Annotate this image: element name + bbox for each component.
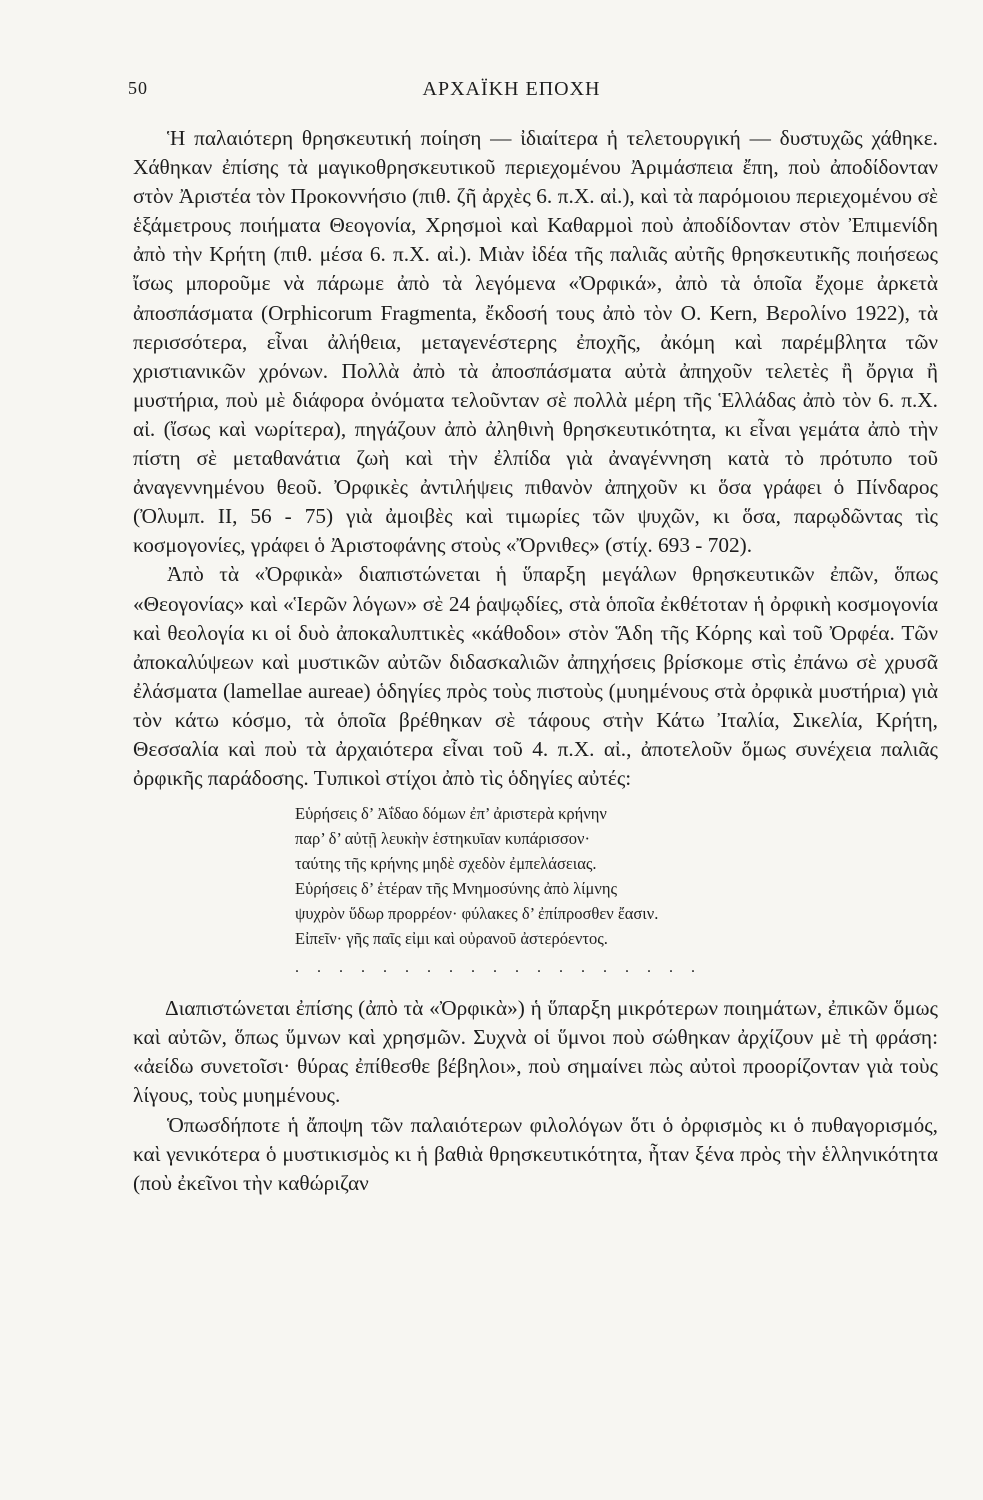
verse-ellipsis: . . . . . . . . . . . . . . . . . . . [295, 959, 702, 977]
verse-line: ταύτης τῆς κρήνης μηδὲ σχεδὸν ἐμπελάσειας. [295, 854, 597, 874]
paragraph-4: Ὁπωσδήποτε ἡ ἄποψη τῶν παλαιότερων φιλολόγων ὅτι ὁ ὀρφισμὸς κι ὁ πυθαγορισμός, καὶ γενικότερα ὁ μυστικισμὸς κι ἡ βαθιὰ θρησκευτικότητα, ἦταν ξένα πρὸς τὴν ἑλληνικότητα (ποὺ ἐκεῖνοι τὴν καθώριζαν [133, 1112, 938, 1195]
verse-line: Εὑρήσεις δ’ Ἀΐδαο δόμων ἐπ’ ἀριστερὰ κρήνην [295, 804, 607, 824]
verse-line: Εἰπεῖν· γῆς παῖς εἰμι καὶ οὐρανοῦ ἀστερόεντος. [295, 929, 608, 949]
verse-line: ψυχρὸν ὕδωρ προρρέον· φύλακες δ’ ἐπίπροσθεν ἔασιν. [295, 904, 659, 924]
verse-quotation [295, 801, 938, 980]
paragraph-1: Ἡ παλαιότερη θρησκευτική ποίηση — ἰδιαίτερα ἡ τελετουργική — δυστυχῶς χάθηκε. Χάθηκαν ἐπίσης τὰ μαγικοθρησκευτικοῦ περιεχομένου Ἀριμάσπεια ἔπη, ποὺ ἀποδίδονταν στὸν Ἀριστέα τὸν Προκοννήσιο (πιθ. ζῆ ἀρχὲς 6. π.Χ. αἰ.), καὶ τὰ παρόμοιου περιεχομένου σὲ ἑξάμετρους ποιήματα Θεογονία, Χρησμοὶ καὶ Καθαρμοὶ ποὺ ἀποδίδονταν στὸν Ἐπιμενίδη ἀπὸ τὴν Κρήτη (πιθ. μέσα 6. π.Χ. αἰ.). Μιὰν ἰδέα τῆς παλιᾶς αὐτῆς θρησκευτικῆς ποιήσεως ἴσως μποροῦμε νὰ πάρωμε ἀπὸ τὰ λεγόμενα «Ὀρφικά», ἀπὸ τὰ ὁποῖα ἔχομε ἀρκετὰ ἀποσπάσματα (Orphicorum Fragmenta, ἔκδοσή τους ἀπὸ τὸν O. Kern, Βερολίνο 1922), τὰ περισσότερα, εἶναι ἀλήθεια, μεταγενέστερης ἐποχῆς, ἀκόμη καὶ παρέμβλητα τῶν χριστιανικῶν χρόνων. Πολλὰ ἀπὸ τὰ ἀποσπάσματα αὐτὰ ἀπηχοῦν τελετὲς ἢ ὄργια ἢ μυστήρια, ποὺ μὲ διάφορα ὀνόματα τελοῦνταν σὲ πολλὰ μέρη τῆς Ἑλλάδας ἀπὸ τὸν 6. π.Χ. αἰ. (ἴσως καὶ νωρίτερα), πηγάζουν ἀπὸ ἀληθινὴ θρησκευτικότητα, κι εἶναι γεμάτα ἀπὸ τὴν πίστη σὲ μεταθανάτια ζωὴ καὶ τὴν ἐλπίδα γιὰ ἀναγέννηση κατὰ τὸ πρότυπο τοῦ ἀναγεννημένου θεοῦ. Ὀρφικὲς ἀντιλήψεις πιθανὸν ἀπηχοῦν κι ὅσα γράφει ὁ Πίνδαρος (Ὀλυμπ. II, 56 - 75) γιὰ ἀμοιβὲς καὶ τιμωρίες τῶν ψυχῶν, κι ὅσα, παρῳδῶντας τὶς κοσμογονίες, γράφει ὁ Ἀριστοφάνης στοὺς «Ὄρνιθες» (στίχ. 693 - 702). [133, 126, 938, 558]
paragraph-2: Ἀπὸ τὰ «Ὀρφικὰ» διαπιστώνεται ἡ ὕπαρξη μεγάλων θρησκευτικῶν ἐπῶν, ὅπως «Θεογονίας» καὶ «Ἱερῶν λόγων» σὲ 24 ῥαψῳδίες, στὰ ὁποῖα ἐκθέτοταν ἡ ὀρφικὴ κοσμογονία καὶ θεολογία κι οἱ δυὸ ἀποκαλυπτικὲς «κάθοδοι» στὸν Ἅδη τῆς Κόρης καὶ τοῦ Ὀρφέα. Τῶν ἀποκαλύψεων καὶ μυστικῶν αὐτῶν διδασκαλιῶν ἀπηχήσεις βρίσκομε στὶς ἐπάνω σὲ χρυσᾶ ἐλάσματα (lamellae aureae) ὁδηγίες πρὸς τοὺς πιστοὺς (μυημένους στὰ ὀρφικὰ μυστήρια) γιὰ τὸν κάτω κόσμο, τὰ ὁποῖα βρέθηκαν σὲ τάφους στὴν Κάτω Ἰταλία, Σικελία, Κρήτη, Θεσσαλία καὶ ποὺ τὰ ἀρχαιότερα εἶναι τοῦ 4. π.Χ. αἰ., ἀποτελοῦν ὅμως συνέχεια παλιᾶς ὀρφικῆς παράδοσης. Τυπικοὶ στίχοι ἀπὸ τὶς ὁδηγίες αὐτές: [133, 562, 938, 791]
verse-line: Εὑρήσεις δ’ ἑτέραν τῆς Μνημοσύνης ἀπὸ λίμνης [295, 879, 617, 899]
page-number: 50 [128, 78, 148, 98]
verse-line: παρ’ δ’ αὐτῇ λευκὴν ἑστηκυῖαν κυπάρισσον· [295, 829, 590, 849]
running-title: ΑΡΧΑΪΚΗ ΕΠΟΧΗ [422, 78, 601, 100]
paragraph-3: Διαπιστώνεται ἐπίσης (ἀπὸ τὰ «Ὀρφικὰ») ἡ ὕπαρξη μικρότερων ποιημάτων, ἐπικῶν ὅμως καὶ αὐτῶν, ὅπως ὕμνων καὶ χρησμῶν. Συχνὰ οἱ ὕμνοι ποὺ σώθηκαν ἀρχίζουν μὲ τὴ φράση: «ἀείδω συνετοῖσι· θύρας ἐπίθεσθε βέβηλοι», ποὺ σημαίνει πὼς αὐτοὶ προορίζονταν γιὰ τοὺς λίγους, τοὺς μυημένους. [133, 996, 938, 1108]
body-text [133, 124, 938, 1198]
